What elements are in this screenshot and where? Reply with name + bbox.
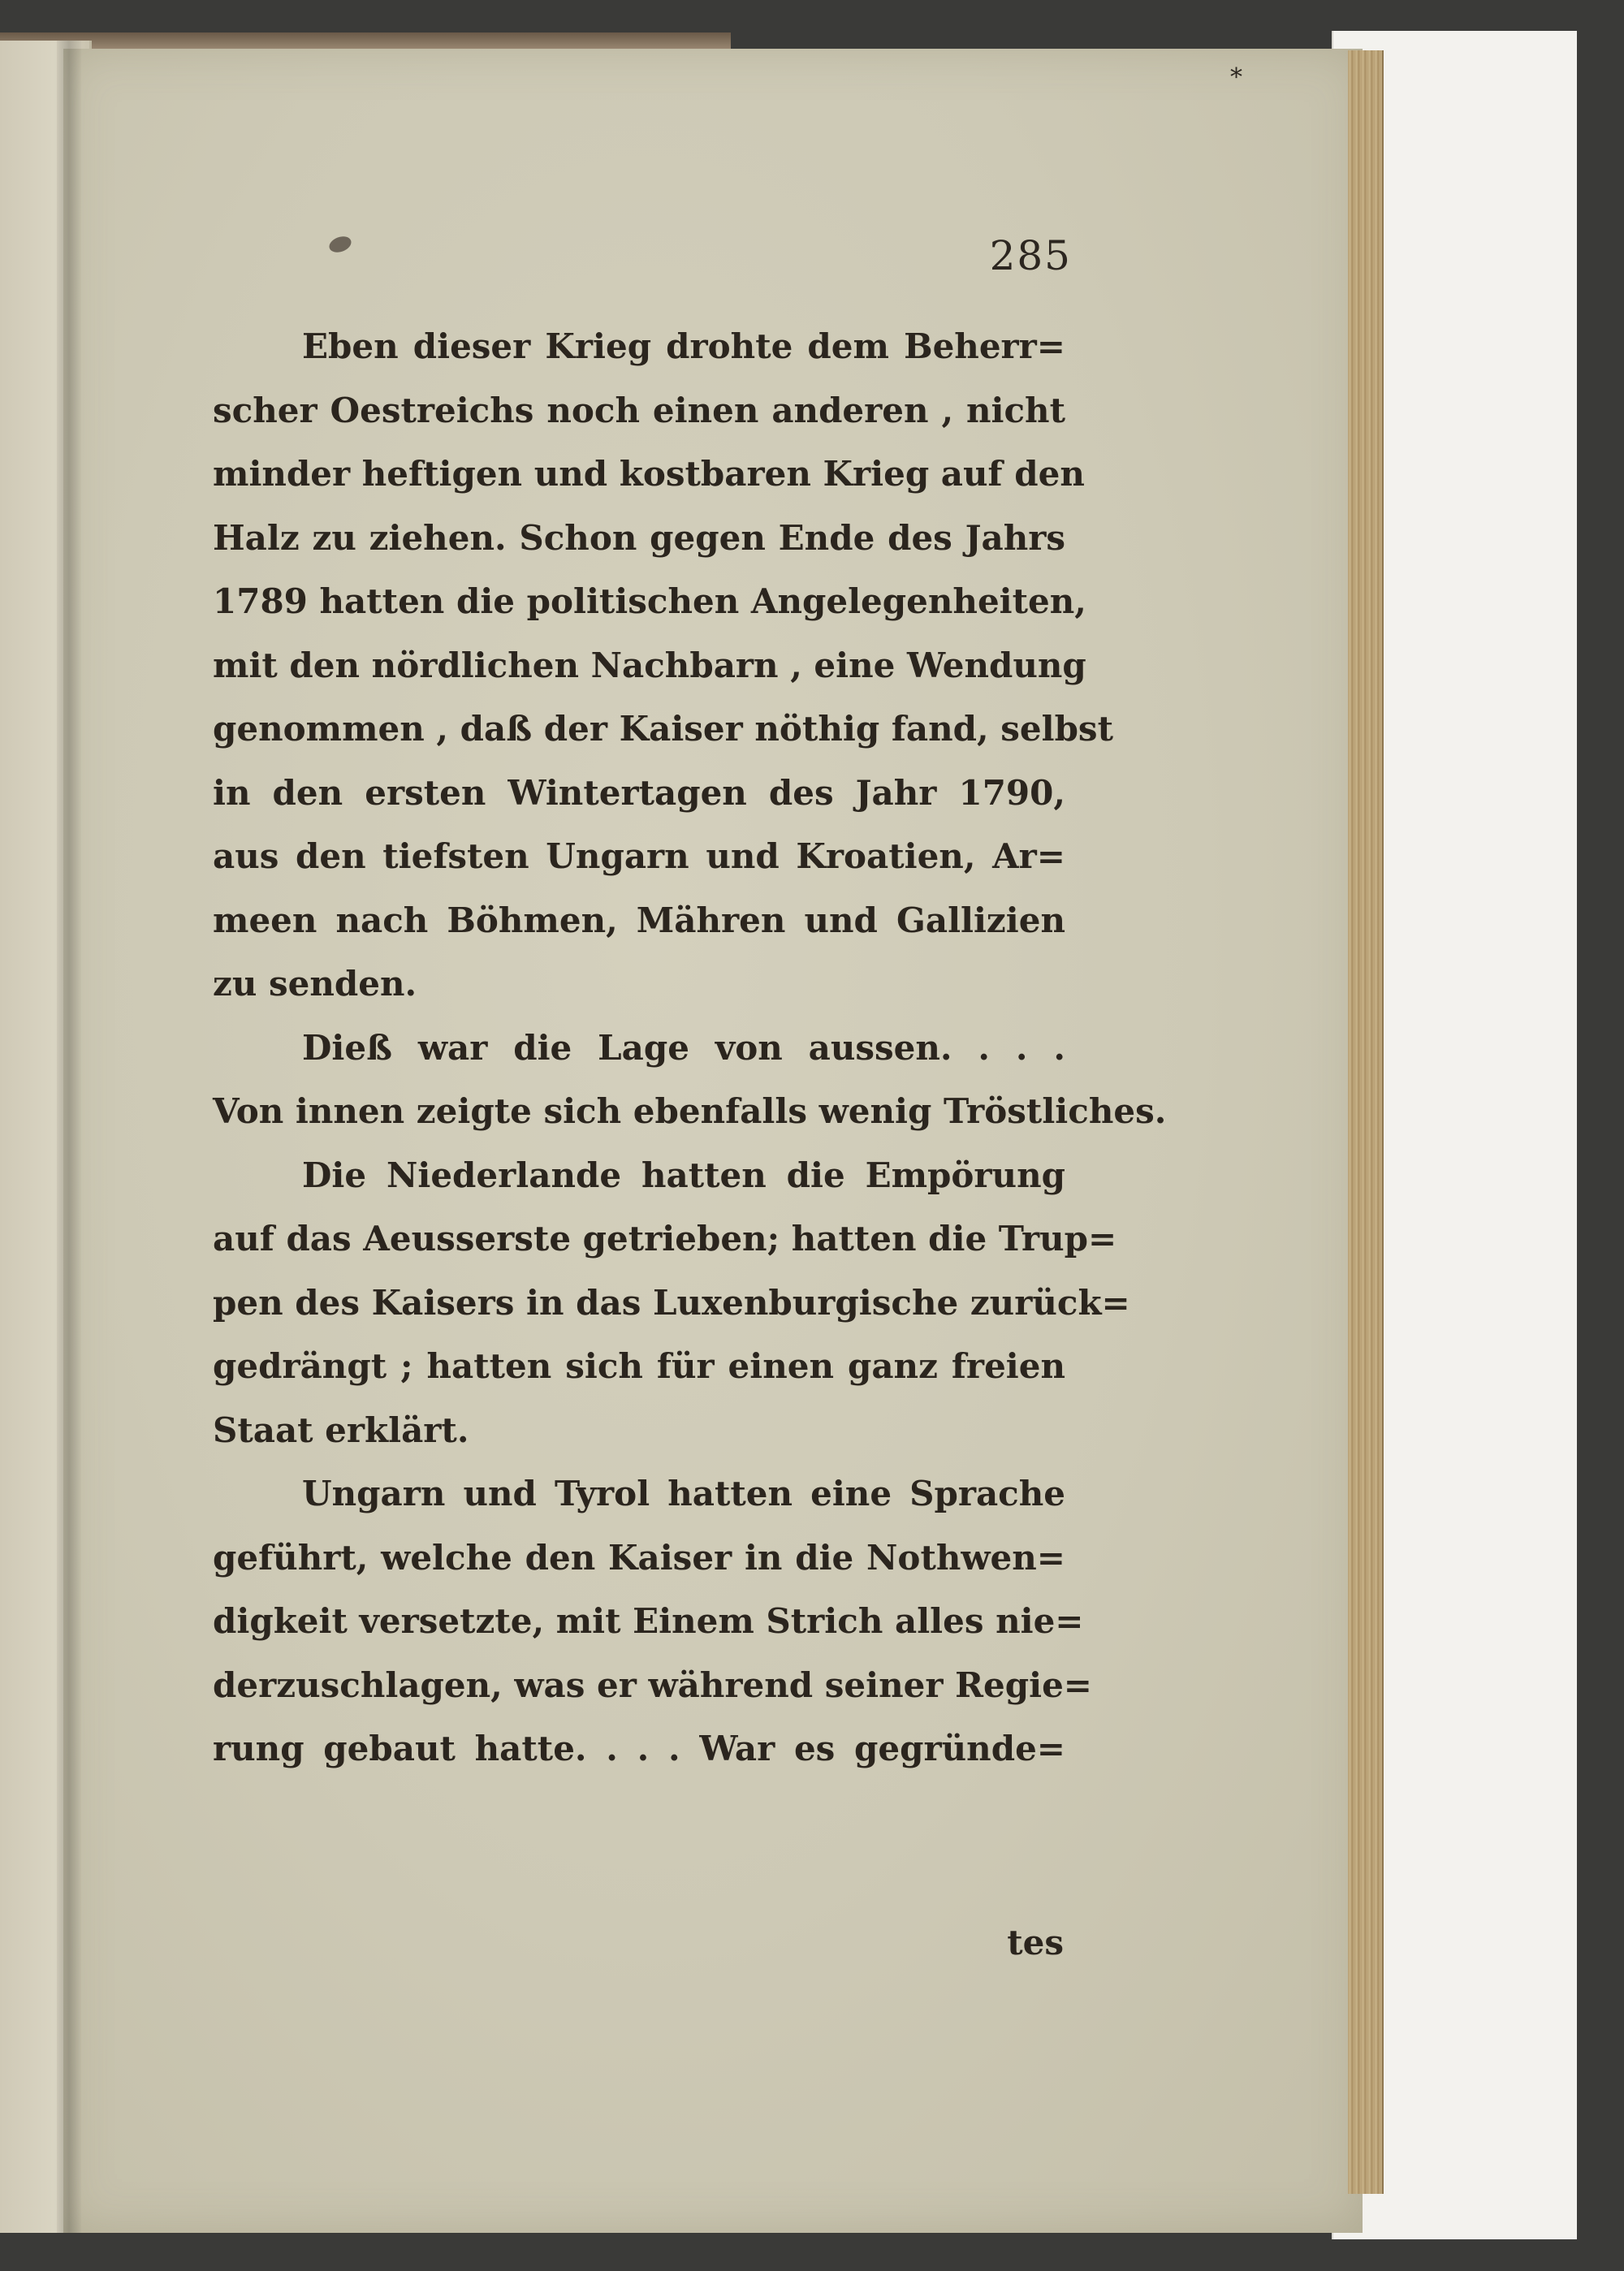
text-line: Ungarn und Tyrol hatten eine Sprache	[302, 1474, 1065, 1513]
text-line: 1789 hatten die politischen Angelegenheiten,	[213, 581, 1086, 621]
text-line: auf das Aeusserste getrieben; hatten die Trup=	[213, 1219, 1117, 1259]
body-text	[213, 315, 1167, 1781]
text-line: derzuschlagen, was er während seiner Regie=	[213, 1664, 1092, 1705]
binding-strip	[0, 32, 731, 50]
text-line: Dieß war die Lage von aussen. . . .	[302, 1027, 1065, 1068]
text-line: zu senden.	[213, 964, 417, 1004]
text-line: scher Oestreichs noch einen anderen , nicht	[213, 390, 1065, 430]
text-line: genommen , daß der Kaiser nöthig fand, selbst	[213, 709, 1113, 749]
text-line: Halz zu ziehen. Schon gegen Ende des Jahrs	[213, 517, 1065, 558]
page-stack-edge	[1348, 50, 1384, 2194]
text-line: meen nach Böhmen, Mähren und Gallizien	[213, 900, 1065, 940]
text-line: geführt, welche den Kaiser in die Nothwen=	[213, 1537, 1065, 1578]
text-line: in den ersten Wintertagen des Jahr 1790,	[213, 772, 1065, 813]
text-line: aus den tiefsten Ungarn und Kroatien, Ar=	[213, 836, 1065, 876]
text-line: pen des Kaisers in das Luxenburgische zurück=	[213, 1282, 1130, 1323]
page-number: 285	[989, 232, 1072, 279]
catchword: tes	[1007, 1923, 1064, 1962]
text-line: Von innen zeigte sich ebenfalls wenig Tröstliches.	[213, 1091, 1167, 1131]
text-line: gedrängt ; hatten sich für einen ganz freien	[213, 1346, 1065, 1386]
text-line: Eben dieser Krieg drohte dem Beherr=	[302, 326, 1065, 366]
text-line: Staat erklärt.	[213, 1410, 469, 1450]
text-line: digkeit versetzte, mit Einem Strich alles nie=	[213, 1601, 1084, 1641]
text-line: rung gebaut hatte. . . . War es gegründe=	[213, 1729, 1065, 1768]
text-line: minder heftigen und kostbaren Krieg auf den	[213, 454, 1085, 494]
gutter-shadow	[57, 41, 81, 2233]
text-line: Die Niederlande hatten die Empörung	[302, 1155, 1065, 1195]
text-line: mit den nördlichen Nachbarn , eine Wendung	[213, 645, 1086, 685]
corner-mark: *	[1230, 63, 1242, 92]
